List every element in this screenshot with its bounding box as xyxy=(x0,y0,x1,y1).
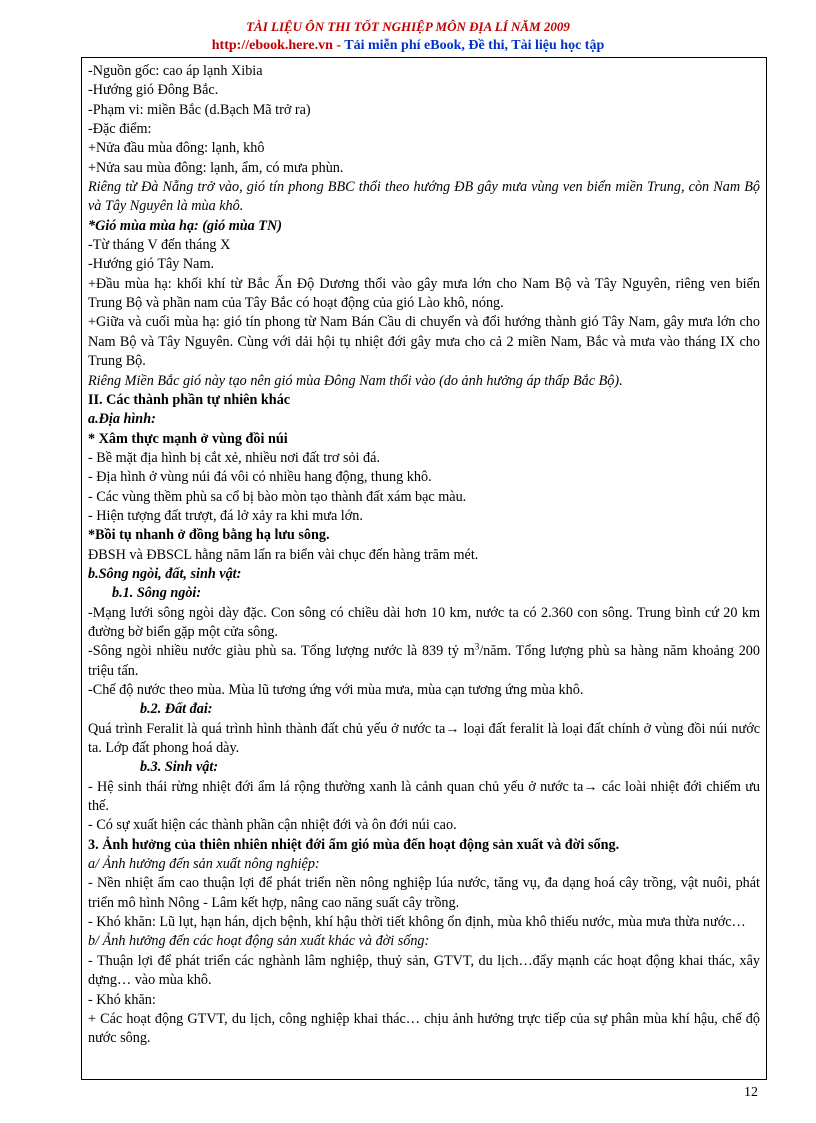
paragraph: - Khó khăn: Lũ lụt, hạn hán, dịch bệnh, khí hậu thời tiết không ổn định, mùa khô thiếu nước, mùa mưa thừa nước… xyxy=(88,914,746,931)
section-heading: II. Các thành phần tự nhiên khác xyxy=(88,391,291,408)
paragraph: Quá trình Feralit là quá trình hình thành đất chủ yếu ở nước ta→ loại đất feralit là loại đất chính ở vùng đồi núi nước ta. Lớp đất phong hoá dày. xyxy=(88,720,761,757)
text-line: - Địa hình ở vùng núi đá vôi có nhiều hang động, thung khô. xyxy=(88,469,432,486)
text-line: -Nguồn gốc: cao áp lạnh Xibia xyxy=(88,63,263,79)
arrow-icon: → xyxy=(583,778,598,795)
italic-note: Riêng từ Đà Nẵng trở vào, gió tín phong BBC thổi theo hướng ĐB gây mưa vùng ven biển miền Trung, còn Nam Bộ và Tây Nguyên là mùa khô. xyxy=(88,179,760,215)
topic-heading: * Xâm thực mạnh ở vùng đồi núi xyxy=(88,430,288,447)
text-line: +Nửa sau mùa đông: lạnh, ẩm, có mưa phùn. xyxy=(88,159,344,176)
subheading: *Gió mùa mùa hạ: (gió mùa TN) xyxy=(88,217,282,234)
header-tagline-link[interactable]: Tải miễn phí eBook, Đề thi, Tài liệu học tập xyxy=(344,38,605,53)
text-line: -Phạm vi: miền Bắc (d.Bạch Mã trở ra) xyxy=(88,101,311,118)
text-line: -Hướng gió Đông Bắc. xyxy=(88,82,219,99)
paragraph: -Mạng lưới sông ngòi dày đặc. Con sông có chiều dài hơn 10 km, nước ta có 2.360 con sông. Trung bình cứ 20 km đường bờ biển gặp một cửa sông. xyxy=(88,604,760,640)
header-link-line xyxy=(0,36,816,55)
paragraph: + Các hoạt động GTVT, du lịch, công nghiệp khai thác… chịu ảnh hưởng trực tiếp của sự phân mùa khí hậu, chế độ nước sông. xyxy=(88,1010,760,1047)
text-line: +Nửa đầu mùa đông: lạnh, khô xyxy=(88,140,265,157)
sub-subsection-heading: b.3. Sinh vật: xyxy=(140,759,219,776)
text-line: - Các vùng thềm phù sa cổ bị bào mòn tạo thành đất xám bạc màu. xyxy=(88,488,467,505)
page-number: 12 xyxy=(744,1085,758,1100)
sub-subsection-heading: b.1. Sông ngòi: xyxy=(112,585,202,602)
text-line: - Bề mặt địa hình bị cắt xẻ, nhiều nơi đất trơ sỏi đá. xyxy=(88,449,380,466)
paragraph: - Thuận lợi để phát triển các nghành lâm nghiệp, thuỷ sản, GTVT, du lịch…đẩy mạnh các hoạt động khai thác, xây dựng… vào mùa khô. xyxy=(88,952,760,989)
italic-note: Riêng Miền Bắc gió này tạo nên gió mùa Đông Nam thổi vào (do ảnh hưởng áp thấp Bắc Bộ). xyxy=(88,372,623,389)
paragraph: - Nền nhiệt ẩm cao thuận lợi để phát triển nền nông nghiệp lúa nước, tăng vụ, đa dạng hoá cây trồng, vật nuôi, phát triển mô hình Nông - Lâm kết hợp, nâng cao năng suất cây trồng. xyxy=(88,875,760,911)
section-heading: 3. Ảnh hưởng của thiên nhiên nhiệt đới ẩm gió mùa đến hoạt động sản xuất và đời sống. xyxy=(88,836,620,853)
header-separator: - xyxy=(332,38,345,53)
subsection-heading: b.Sông ngòi, đất, sinh vật: xyxy=(88,565,242,582)
text-line: ĐBSH và ĐBSCL hằng năm lấn ra biển vài chục đến hàng trăm mét. xyxy=(88,546,479,563)
italic-subheading: a/ Ảnh hưởng đến sản xuất nông nghiệp: xyxy=(88,856,320,873)
superscript: 3 xyxy=(474,641,480,652)
paragraph: +Đầu mùa hạ: khối khí từ Bắc Ấn Độ Dương thổi vào gây mưa lớn cho Nam Bộ và Tây Nguyên, riêng ven biển Trung Bộ và phần nam của Tây Bắc có hoạt động của gió Lào khô, nóng. xyxy=(88,275,760,312)
paragraph: +Giữa và cuối mùa hạ: gió tín phong từ Nam Bán Cầu di chuyển và đổi hướng thành gió Tây Nam, gây mưa lớn cho Nam Bộ và Tây Nguyên. Cùng với dải hội tụ nhiệt đới gây mưa cho cả 2 miền Nam, Bắc và mưa vào tháng IX cho Trung Bộ. xyxy=(88,314,760,370)
subsection-heading: a.Địa hình: xyxy=(88,411,156,428)
page-header xyxy=(0,18,816,55)
document-title: TÀI LIỆU ÔN THI TỐT NGHIỆP MÔN ĐỊA LÍ NĂM 2009 xyxy=(246,19,570,34)
topic-heading: *Bồi tụ nhanh ở đồng bằng hạ lưu sông. xyxy=(88,527,330,544)
ebook-url-link[interactable]: http://ebook.here.vn xyxy=(211,38,333,53)
text-line: -Đặc điểm: xyxy=(88,121,152,138)
text-line: - Khó khăn: xyxy=(88,991,156,1008)
text-line: -Hướng gió Tây Nam. xyxy=(88,256,215,273)
text-line: - Có sự xuất hiện các thành phần cận nhiệt đới và ôn đới núi cao. xyxy=(88,817,457,834)
text-line: -Chế độ nước theo mùa. Mùa lũ tương ứng với mùa mưa, mùa cạn tương ứng mùa khô. xyxy=(88,682,584,698)
arrow-icon: → xyxy=(445,720,460,737)
content-frame xyxy=(81,57,767,1080)
text-line: -Từ tháng V đến tháng X xyxy=(88,237,231,254)
italic-subheading: b/ Ảnh hưởng đến các hoạt động sản xuất khác và đời sống: xyxy=(88,933,430,950)
paragraph: - Hệ sinh thái rừng nhiệt đới ẩm lá rộng thường xanh là cảnh quan chủ yếu ở nước ta→ các loài nhiệt đới chiếm ưu thế. xyxy=(88,778,760,815)
text-line: - Hiện tượng đất trượt, đá lở xảy ra khi mưa lớn. xyxy=(88,507,363,524)
sub-subsection-heading: b.2. Đất đai: xyxy=(140,701,213,718)
paragraph: -Sông ngòi nhiều nước giàu phù sa. Tổng lượng nước là 839 tỷ $m^3$/năm. Tổng lượng phù sa hàng năm khoảng 200 triệu tấn. xyxy=(88,641,760,679)
